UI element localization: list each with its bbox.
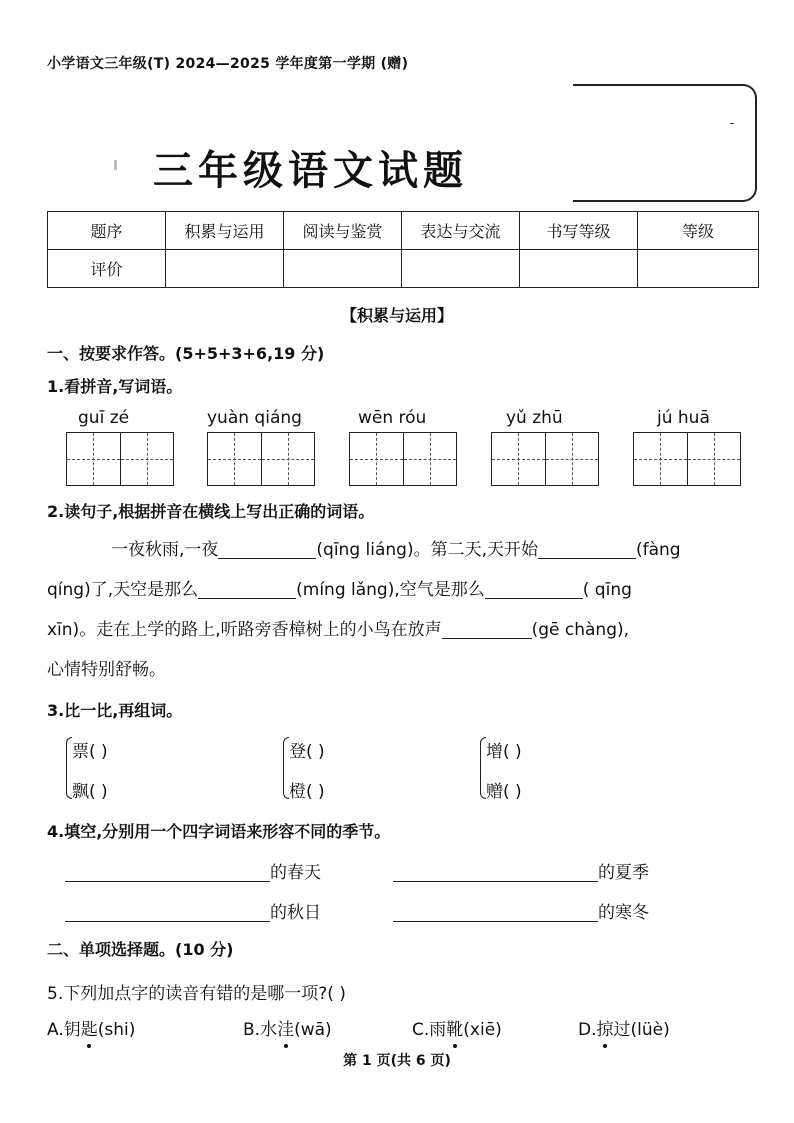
q2-text: (qīng liáng)。第二天,天开始 bbox=[316, 540, 538, 560]
q3-title: 3.比一比,再组词。 bbox=[47, 701, 183, 720]
option-text: 过(lüè) bbox=[613, 1020, 670, 1040]
score-cell[interactable] bbox=[284, 250, 402, 288]
q2-paragraph bbox=[47, 530, 759, 690]
q2-text: (míng lǎng),空气是那么 bbox=[296, 580, 485, 600]
header-cell: 阅读与鉴赏 bbox=[284, 212, 402, 250]
option-text: D. bbox=[578, 1020, 597, 1040]
score-cell[interactable] bbox=[402, 250, 520, 288]
compare-item[interactable]: 增( ) bbox=[486, 742, 522, 762]
season-fill bbox=[393, 898, 649, 923]
page-footer: 第 1 页(共 6 页) bbox=[343, 1053, 451, 1069]
option-text: A.钥 bbox=[47, 1020, 81, 1040]
dotted-char: 掠 bbox=[596, 1020, 614, 1040]
score-cell[interactable] bbox=[638, 250, 759, 288]
option-b[interactable] bbox=[243, 1015, 332, 1040]
pinyin-label: guī zé bbox=[78, 408, 130, 428]
part1-title: 一、按要求作答。(5+5+3+6,19 分) bbox=[47, 344, 325, 363]
option-text: C.雨 bbox=[412, 1020, 447, 1040]
q2-text: 心情特别舒畅。 bbox=[47, 660, 166, 680]
option-text: (xiē) bbox=[463, 1020, 502, 1040]
season-fill bbox=[393, 858, 649, 883]
writing-grid[interactable] bbox=[349, 432, 457, 486]
header-cell: 积累与运用 bbox=[166, 212, 284, 250]
answer-blank[interactable] bbox=[198, 576, 296, 599]
answer-blank[interactable] bbox=[393, 899, 598, 922]
season-label: 的夏季 bbox=[598, 863, 649, 883]
pinyin-label: yuàn qiáng bbox=[207, 408, 302, 428]
writing-grid[interactable] bbox=[633, 432, 741, 486]
answer-blank[interactable] bbox=[65, 859, 270, 882]
q4-title: 4.填空,分别用一个四字词语来形容不同的季节。 bbox=[47, 822, 391, 841]
season-fill bbox=[65, 858, 321, 883]
grade-table bbox=[47, 211, 759, 288]
pinyin-label: jú huā bbox=[657, 408, 710, 428]
answer-blank[interactable] bbox=[65, 899, 270, 922]
section-title: 【积累与运用】 bbox=[340, 306, 453, 325]
decorative-mark bbox=[114, 160, 117, 170]
option-a[interactable] bbox=[47, 1015, 135, 1040]
writing-grid[interactable] bbox=[491, 432, 599, 486]
season-label: 的秋日 bbox=[270, 903, 321, 923]
q2-text: (gē chàng), bbox=[531, 620, 630, 640]
season-label: 的寒冬 bbox=[598, 903, 649, 923]
grade-table-eval-row bbox=[48, 250, 759, 288]
grade-table-header-row bbox=[48, 212, 759, 250]
q2-text: ( qīng bbox=[582, 580, 632, 600]
header-cell: 书写等级 bbox=[520, 212, 638, 250]
dotted-char: 匙 bbox=[80, 1020, 98, 1040]
q5-title: 5.下列加点字的读音有错的是哪一项?( ) bbox=[47, 984, 346, 1004]
option-text: (shi) bbox=[97, 1020, 136, 1040]
answer-blank[interactable] bbox=[538, 536, 636, 559]
compare-item[interactable]: 登( ) bbox=[289, 742, 325, 762]
header-cell: 等级 bbox=[638, 212, 759, 250]
frame-mark: - bbox=[730, 116, 735, 130]
exam-header: 小学语文三年级(T) 2024—2025 学年度第一学期 (赠) bbox=[47, 56, 409, 72]
compare-item[interactable]: 橙( ) bbox=[289, 782, 325, 802]
option-d[interactable] bbox=[578, 1015, 670, 1040]
score-cell[interactable] bbox=[520, 250, 638, 288]
q2-text: 一夜秋雨,一夜 bbox=[111, 540, 219, 560]
compare-item[interactable]: 飘( ) bbox=[72, 782, 108, 802]
header-cell: 表达与交流 bbox=[402, 212, 520, 250]
q2-text: (fàng bbox=[636, 540, 681, 560]
pinyin-label: yǔ zhū bbox=[506, 408, 563, 428]
score-cell[interactable] bbox=[166, 250, 284, 288]
dotted-char: 靴 bbox=[446, 1020, 464, 1040]
score-frame bbox=[573, 84, 757, 202]
answer-blank[interactable] bbox=[218, 536, 316, 559]
season-label: 的春天 bbox=[270, 863, 321, 883]
writing-grid[interactable] bbox=[207, 432, 315, 486]
answer-blank[interactable] bbox=[442, 616, 532, 639]
season-fill bbox=[65, 898, 321, 923]
writing-grid[interactable] bbox=[66, 432, 174, 486]
compare-item[interactable]: 票( ) bbox=[72, 742, 108, 762]
page-title: 三年级语文试题 bbox=[153, 148, 468, 194]
option-text: (wā) bbox=[294, 1020, 332, 1040]
q1-title: 1.看拼音,写词语。 bbox=[47, 377, 183, 396]
answer-blank[interactable] bbox=[485, 576, 583, 599]
header-cell: 题序 bbox=[48, 212, 166, 250]
option-text: B.水 bbox=[243, 1020, 278, 1040]
pinyin-label: wēn róu bbox=[358, 408, 427, 428]
part2-title: 二、单项选择题。(10 分) bbox=[47, 940, 234, 959]
dotted-char: 洼 bbox=[277, 1020, 295, 1040]
q2-text: xīn)。走在上学的路上,听路旁香樟树上的小鸟在放声 bbox=[47, 620, 442, 640]
q2-text: qíng)了,天空是那么 bbox=[47, 580, 199, 600]
row-label: 评价 bbox=[48, 250, 166, 288]
q2-title: 2.读句子,根据拼音在横线上写出正确的词语。 bbox=[47, 502, 375, 521]
answer-blank[interactable] bbox=[393, 859, 598, 882]
compare-item[interactable]: 赠( ) bbox=[486, 782, 522, 802]
option-c[interactable] bbox=[412, 1015, 502, 1040]
